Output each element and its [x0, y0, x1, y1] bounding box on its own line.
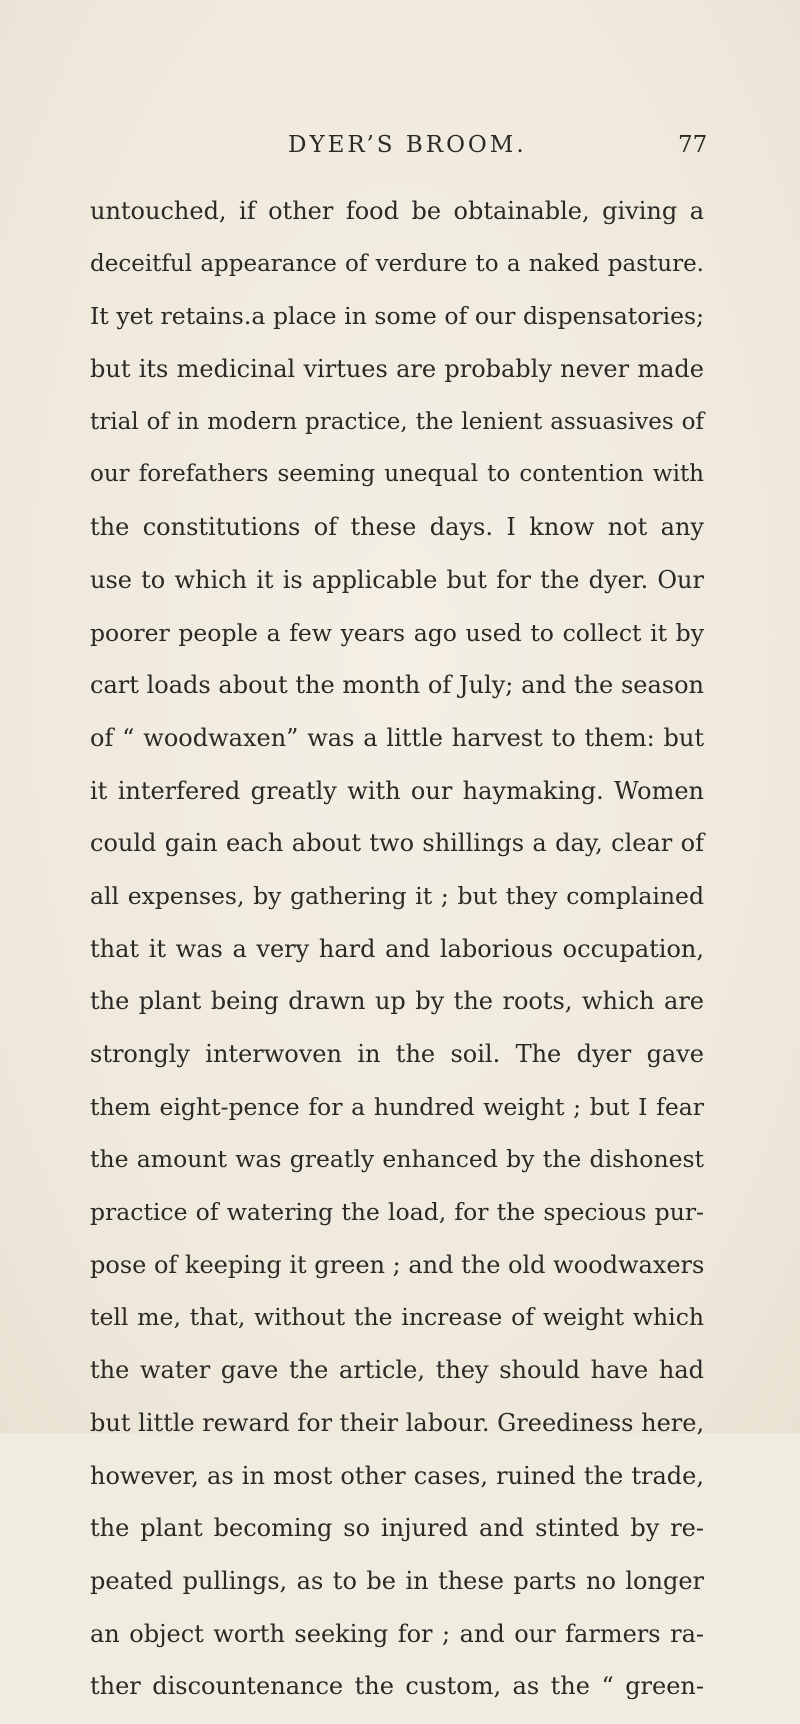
text-line: practice of watering the load, for the specious pur-: [90, 1198, 704, 1227]
text-line: poorer people a few years ago used to collect it by: [90, 618, 704, 647]
text-line: that it was a very hard and laborious occupation,: [90, 934, 704, 963]
text-line: trial of in modern practice, the lenient assuasives of: [90, 408, 704, 435]
text-line: tell me, that, without the increase of weight which: [90, 1303, 704, 1332]
text-line: cart loads about the month of July; and the season: [90, 671, 704, 700]
text-line: all expenses, by gathering it ; but they complained: [90, 881, 704, 910]
text-line: untouched, if other food be obtainable, giving a: [90, 197, 704, 225]
text-line: however, as in most other cases, ruined the trade,: [90, 1461, 704, 1490]
running-head-title: DYER’S BROOM.: [288, 132, 527, 158]
text-line: the constitutions of these days. I know not any: [90, 513, 704, 542]
page-number: 77: [678, 132, 708, 158]
text-line: ther discountenance the custom, as the “ green-: [90, 1672, 704, 1701]
text-line: the water gave the article, they should have had: [90, 1356, 704, 1385]
text-line: our forefathers seeming unequal to contention with: [90, 461, 704, 488]
text-line: the amount was greatly enhanced by the dishonest: [90, 1145, 704, 1174]
text-line: deceitful appearance of verdure to a naked pasture.: [90, 250, 704, 277]
text-line: but its medicinal virtues are probably never made: [90, 355, 704, 384]
text-line: peated pullings, as to be in these parts no longer: [90, 1566, 704, 1595]
text-line: It yet retains.a place in some of our dispensatories;: [90, 302, 704, 331]
text-line: but little reward for their labour. Greediness here,: [90, 1408, 705, 1437]
text-line: it interfered greatly with our haymaking. Women: [90, 776, 704, 805]
text-line: could gain each about two shillings a day, clear of: [90, 829, 704, 858]
text-line: the plant being drawn up by the roots, which are: [90, 987, 704, 1016]
body-text: [90, 196, 704, 1724]
running-head: [0, 132, 800, 172]
text-line: an object worth seeking for ; and our farmers ra-: [90, 1619, 704, 1648]
text-line: strongly interwoven in the soil. The dyer gave: [90, 1040, 704, 1068]
text-line: the plant becoming so injured and stinted by re-: [90, 1514, 704, 1543]
text-line: pose of keeping it green ; and the old woodwaxers: [90, 1250, 705, 1279]
text-line: of “ woodwaxen” was a little harvest to them: but: [90, 723, 704, 752]
text-line: them eight-pence for a hundred weight ; but I fear: [90, 1092, 704, 1121]
text-line: use to which it is applicable but for the dyer. Our: [90, 565, 704, 594]
